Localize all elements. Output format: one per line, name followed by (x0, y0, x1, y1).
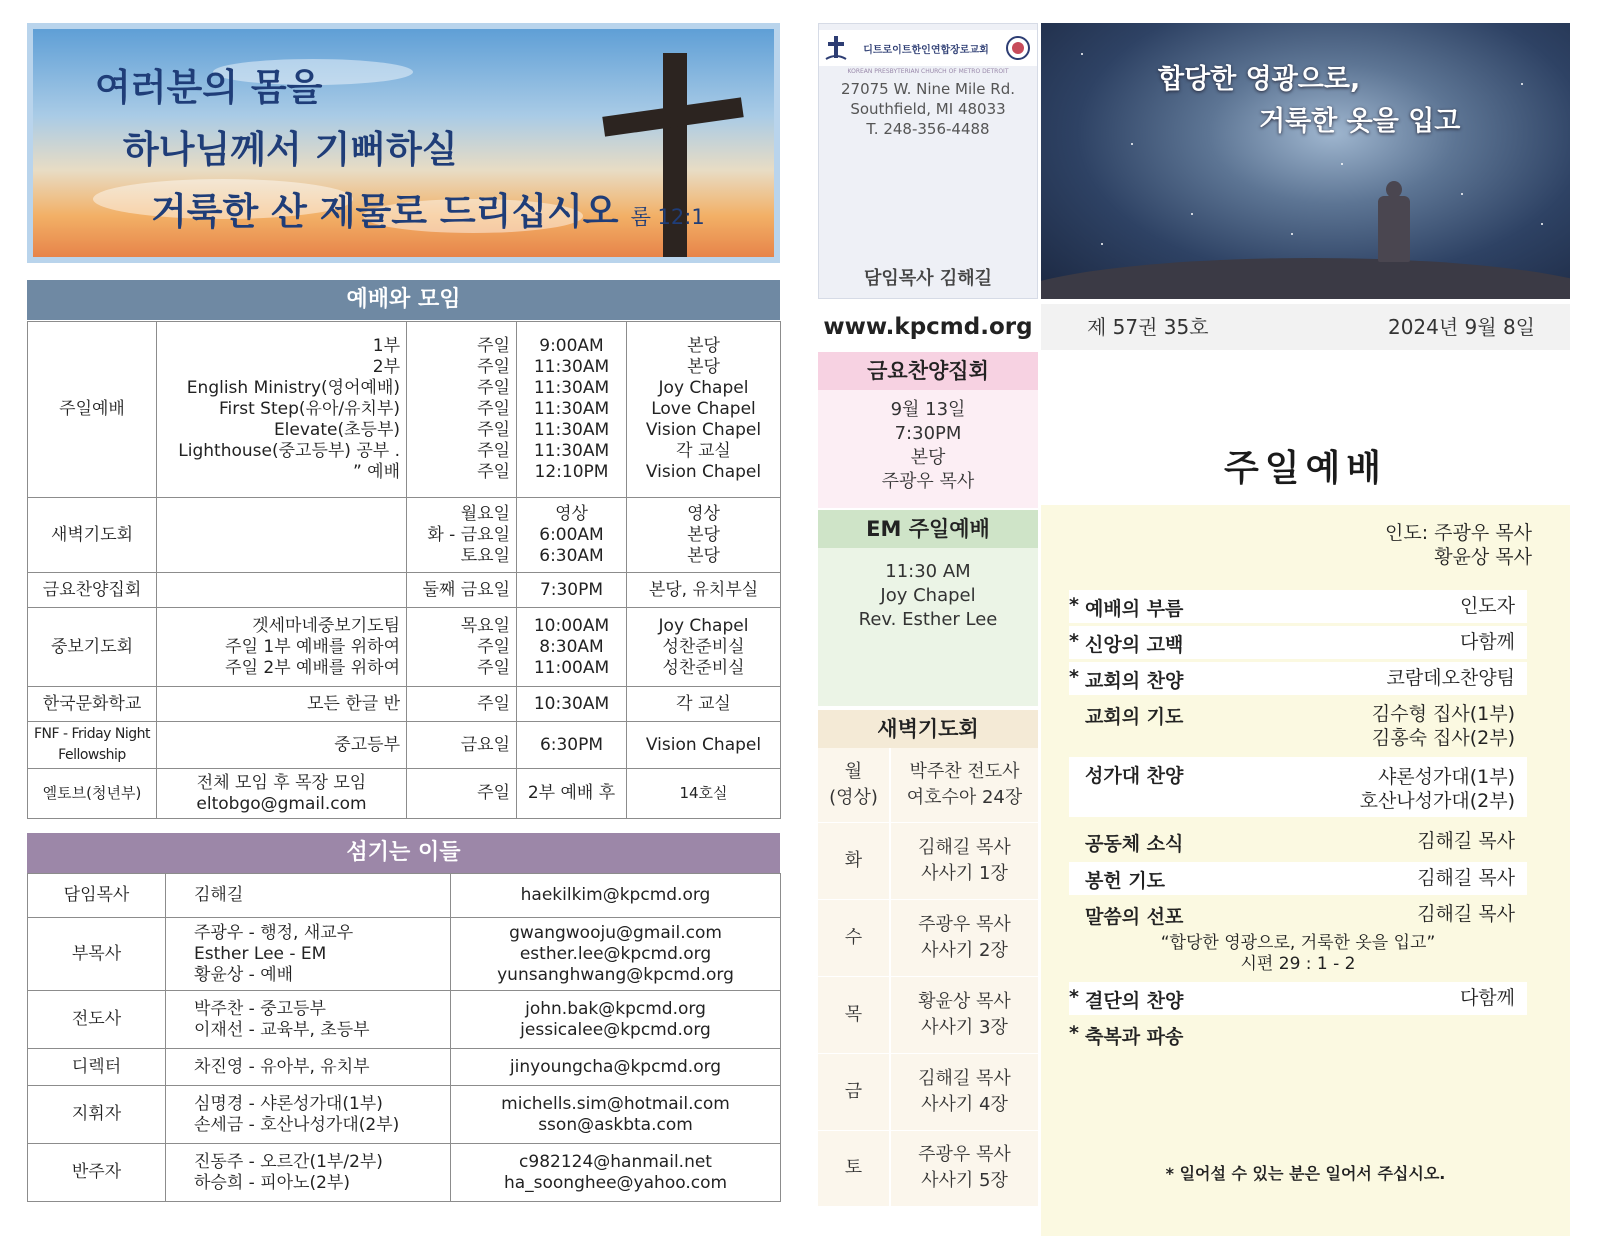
friday-title: 금요찬양집회 (818, 352, 1038, 390)
staff-name: 심명경 - 샤론성가대(1부) (194, 1093, 383, 1114)
staff-role: 디렉터 (28, 1049, 166, 1086)
leader-line-1: 인도: 주광우 목사 (1385, 522, 1532, 544)
cell-line: 주일 (477, 378, 510, 398)
stand-mark: * (1069, 1022, 1079, 1044)
time-cell (517, 322, 627, 498)
day-cell: 둘째 금요일 (407, 573, 517, 608)
staff-name: 이재선 - 교육부, 초등부 (194, 1019, 370, 1040)
day-cell: 주일 (407, 769, 517, 819)
table-row (818, 899, 1038, 976)
star (1521, 83, 1523, 85)
issue-volume: 제 57권 35호 (1087, 315, 1209, 339)
table-row (28, 874, 781, 918)
name-cell (157, 573, 407, 608)
staff-name: 김해길 (194, 885, 244, 905)
item-value (1372, 702, 1515, 750)
dawn-value (890, 976, 1038, 1053)
staff-emails (451, 874, 781, 918)
banner-ref: 롬 12:1 (630, 205, 705, 229)
stand-mark: * (1069, 986, 1079, 1008)
item-name: 봉헌 기도 (1085, 870, 1166, 892)
item-name: 교회의 찬양 (1085, 670, 1184, 692)
staff-table (27, 873, 781, 1202)
dawn-day: 화 (818, 822, 890, 899)
item-value-line: 김수형 집사(1부) (1371, 703, 1515, 725)
staff-name: Esther Lee - EM (194, 943, 327, 964)
service-title: 주일예배 (1223, 448, 1388, 489)
table-row (818, 976, 1038, 1053)
church-phone: T. 248-356-4488 (866, 120, 990, 138)
stand-mark: * (1069, 630, 1079, 652)
table-row (818, 1130, 1038, 1206)
item-value: 김해길 목사 (1417, 867, 1515, 889)
em-time: 11:30 AM (885, 561, 971, 582)
staff-names (166, 1086, 451, 1144)
cell-line: Joy Chapel (658, 378, 749, 398)
dawn-leader: 황윤상 목사 (918, 990, 1011, 1012)
cell-line: Joy Chapel (658, 615, 749, 636)
cell-line: 영상 (687, 503, 720, 524)
em-place: Joy Chapel (880, 585, 976, 606)
scripture-banner (27, 23, 780, 263)
cell-line: Vision Chapel (645, 462, 762, 482)
cell-line: 1부 (372, 336, 400, 356)
cell-line: 본당 (687, 545, 720, 566)
item-name: 결단의 찬양 (1085, 990, 1184, 1012)
church-info (818, 23, 1038, 299)
cell-line: 11:30AM (533, 441, 610, 461)
star (1461, 193, 1463, 195)
table-row (28, 918, 781, 991)
service-item (1069, 757, 1527, 817)
cell-line: 월요일 (460, 503, 510, 524)
star (1191, 213, 1193, 215)
cell-line: 12:10PM (534, 462, 609, 482)
place-cell: 14호실 (627, 769, 781, 819)
dawn-passage: 사사기 5장 (921, 1170, 1008, 1191)
em-worship-box (818, 510, 1038, 706)
dawn-value (890, 899, 1038, 976)
place-cell (627, 322, 781, 498)
time-cell (517, 498, 627, 573)
cell-line: 11:30AM (533, 420, 610, 440)
church-name-en: KOREAN PRESBYTERIAN CHURCH OF METRO DETROIT (847, 68, 1009, 75)
item-value-line: 호산나성가대(2부) (1359, 790, 1515, 812)
table-row (818, 822, 1038, 899)
cell-line: 본당 (687, 357, 720, 377)
row-label: 중보기도회 (28, 608, 157, 687)
time-cell (517, 608, 627, 687)
cell-line: 토요일 (460, 545, 510, 566)
star (1081, 53, 1083, 55)
place-cell: Vision Chapel (627, 722, 781, 769)
dawn-leader: 주광우 목사 (918, 1144, 1011, 1165)
star (1291, 233, 1293, 235)
day-cell: 금요일 (407, 722, 517, 769)
standing-note: * 일어설 수 있는 분은 일어서 주십시오. (1165, 1164, 1446, 1183)
table-row (818, 748, 1038, 822)
service-item (1069, 1018, 1527, 1051)
cell-line: 주일 (477, 336, 510, 356)
row-label: 금요찬양집회 (28, 573, 157, 608)
church-logo (819, 30, 1037, 66)
item-name: 공동체 소식 (1085, 833, 1184, 855)
order-of-service (1041, 505, 1570, 1236)
staff-email: ha_soonghee@yahoo.com (503, 1172, 728, 1193)
cell-line: 9:00AM (539, 336, 604, 356)
star (1341, 163, 1343, 165)
star (1541, 223, 1543, 225)
item-value: 다함께 (1459, 631, 1515, 653)
table-row (28, 608, 781, 687)
cell-line: 10:00AM (533, 615, 610, 636)
item-name: 성가대 찬양 (1085, 765, 1184, 787)
name-cell (157, 322, 407, 498)
church-cross-icon (825, 35, 847, 61)
item-value: 인도자 (1459, 595, 1515, 617)
dawn-title: 새벽기도회 (818, 710, 1038, 748)
cell-line: 주일 2부 예배를 위하여 (225, 657, 400, 678)
dawn-passage: 사사기 2장 (921, 939, 1008, 961)
cell-line: 11:30AM (533, 378, 610, 398)
friday-place: 본당 (910, 447, 946, 468)
staff-role: 담임목사 (28, 874, 166, 918)
cell-line: 주일 (477, 420, 510, 440)
senior-pastor: 담임목사 김해길 (864, 268, 992, 289)
address-line-1: 27075 W. Nine Mile Rd. (840, 80, 1015, 98)
staff-names (166, 1144, 451, 1202)
staff-email: jinyoungcha@kpcmd.org (509, 1056, 722, 1077)
day-cell: 주일 (407, 687, 517, 722)
leader-line-2: 황윤상 목사 (1434, 546, 1532, 568)
item-value: 김해길 목사 (1417, 830, 1515, 852)
em-title: EM 주일예배 (818, 510, 1038, 548)
friday-date: 9월 13일 (890, 399, 966, 420)
place-cell: 각 교실 (627, 687, 781, 722)
dawn-value (890, 1130, 1038, 1206)
dawn-passage: 사사기 4장 (921, 1093, 1008, 1115)
service-item (1069, 698, 1527, 752)
item-name: 교회의 기도 (1085, 706, 1184, 728)
staff-role: 부목사 (28, 918, 166, 991)
item-value (1360, 765, 1515, 813)
friday-leader: 주광우 목사 (881, 471, 975, 492)
hill (1041, 258, 1570, 299)
service-item (1069, 590, 1527, 623)
stand-mark: * (1069, 594, 1079, 616)
dawn-day: 월 (영상) (818, 748, 890, 822)
service-item (1069, 825, 1527, 858)
dawn-schedule (818, 748, 1038, 1207)
staff-email: c982124@hanmail.net (519, 1151, 712, 1172)
stand-mark: * (1069, 666, 1079, 688)
dawn-leader: 박주찬 전도사 (909, 760, 1020, 782)
cell-line: 겟세마네중보기도팀 (252, 615, 400, 636)
star (1101, 243, 1103, 245)
table-row (28, 1049, 781, 1086)
item-name: 축복과 파송 (1085, 1026, 1184, 1048)
staff-name: 차진영 - 유아부, 유치부 (194, 1056, 370, 1077)
staff-name: 주광우 - 행정, 새교우 (194, 922, 354, 943)
staff-email: sson@askbta.com (538, 1114, 693, 1135)
cell-line: 성찬준비실 (662, 636, 745, 657)
table-row (28, 573, 781, 608)
cell-line: 주일 (477, 657, 510, 678)
cover-title-line-2: 거룩한 옷을 입고 (1259, 106, 1461, 137)
dawn-passage: 사사기 1장 (921, 862, 1008, 884)
item-value: 김해길 목사 (1417, 903, 1515, 925)
worship-heading: 예배와 모임 (27, 280, 780, 320)
cell-line: 6:00AM (539, 524, 604, 545)
service-leader (1385, 521, 1532, 569)
star (1131, 143, 1133, 145)
table-row (28, 1086, 781, 1144)
friday-details (818, 390, 1038, 508)
staff-emails (451, 1086, 781, 1144)
banner-line-1: 여러분의 몸을 (95, 66, 323, 109)
item-value: 다함께 (1459, 987, 1515, 1009)
em-details (818, 548, 1038, 706)
eltov-email: eltobgo@gmail.com (196, 793, 367, 814)
friday-time: 7:30PM (894, 423, 962, 444)
time-cell: 7:30PM (517, 573, 627, 608)
staff-email: john.bak@kpcmd.org (525, 998, 706, 1019)
staff-name: 손세금 - 호산나성가대(2부) (194, 1114, 400, 1135)
name-cell (157, 769, 407, 819)
table-row (28, 687, 781, 722)
cell-line: Vision Chapel (645, 420, 762, 440)
staff-names (166, 874, 451, 918)
cell-line: Elevate(초등부) (273, 420, 400, 440)
cell-line: 11:30AM (533, 399, 610, 419)
table-row (28, 991, 781, 1049)
staff-role: 반주자 (28, 1144, 166, 1202)
dawn-leader: 김해길 목사 (918, 836, 1011, 858)
time-cell: 6:30PM (517, 722, 627, 769)
item-name: 말씀의 선포 (1085, 906, 1184, 928)
staff-emails (451, 1144, 781, 1202)
em-leader: Rev. Esther Lee (858, 609, 998, 630)
staff-names (166, 991, 451, 1049)
dawn-passage: 여호수아 24장 (906, 786, 1023, 808)
staff-name: 황윤상 - 예배 (194, 964, 294, 985)
cell-line: First Step(유아/유치부) (219, 399, 400, 419)
issue-bar (1041, 304, 1570, 350)
table-row (28, 1144, 781, 1202)
row-label: 한국문화학교 (28, 687, 157, 722)
cell-line: 본당 (687, 524, 720, 545)
church-seal-icon (1005, 35, 1031, 61)
staff-names (166, 1049, 451, 1086)
staff-name: 박주찬 - 중고등부 (194, 998, 326, 1019)
worship-table (27, 321, 781, 819)
cell-line: 본당 (687, 336, 720, 356)
table-row (28, 769, 781, 819)
staff-name: 하승희 - 피아노(2부) (194, 1172, 350, 1193)
row-label: 엘토브(청년부) (28, 769, 157, 819)
name-cell (157, 498, 407, 573)
banner-line-3-text: 거룩한 산 제물로 드리십시오 (151, 190, 619, 233)
cover-image (1041, 23, 1570, 299)
cell-line: 주일 (477, 636, 510, 657)
time-cell: 10:30AM (517, 687, 627, 722)
staff-email: michells.sim@hotmail.com (501, 1093, 730, 1114)
place-cell (627, 498, 781, 573)
church-name: 디트로이트한인연합장로교회 (863, 44, 989, 56)
cell-line: 8:30AM (539, 636, 604, 657)
issue-date: 2024년 9월 8일 (1387, 315, 1535, 339)
name-cell: 모든 한글 반 (157, 687, 407, 722)
cell-line: 11:30AM (533, 357, 610, 377)
dawn-value (890, 822, 1038, 899)
cell-line: 주일 (477, 357, 510, 377)
service-item (1069, 626, 1527, 659)
time-cell: 2부 예배 후 (517, 769, 627, 819)
table-row (28, 498, 781, 573)
dawn-value (890, 1053, 1038, 1130)
item-value-line: 김홍숙 집사(2부) (1371, 727, 1515, 749)
cell-line: 주일 1부 예배를 위하여 (225, 636, 400, 657)
dawn-day: 금 (818, 1053, 890, 1130)
cell-line: English Ministry(영어예배) (186, 378, 400, 398)
item-value-line: 샤론성가대(1부) (1377, 766, 1515, 788)
row-label: 주일예배 (28, 322, 157, 498)
row-label: 새벽기도회 (28, 498, 157, 573)
cell-line: 주일 (477, 441, 510, 461)
cell-line: 영상 (555, 503, 588, 524)
dawn-day: 토 (818, 1130, 890, 1206)
dawn-day: 수 (818, 899, 890, 976)
cell-line: 11:00AM (533, 657, 610, 678)
dawn-leader: 김해길 목사 (918, 1067, 1011, 1089)
service-item (1069, 982, 1527, 1015)
staff-role: 전도사 (28, 991, 166, 1049)
name-cell (157, 608, 407, 687)
place-cell: 본당, 유치부실 (627, 573, 781, 608)
cell-line: 전체 모임 후 목장 모임 (196, 772, 367, 793)
cell-line: Love Chapel (651, 399, 756, 419)
dawn-value (890, 748, 1038, 822)
cell-line: 2부 (372, 357, 400, 377)
service-item (1069, 662, 1527, 695)
table-row (818, 1053, 1038, 1130)
cell-line: 화 - 금요일 (427, 524, 510, 545)
staff-name: 진동주 - 오르간(1부/2부) (194, 1151, 383, 1172)
day-cell (407, 498, 517, 573)
sermon-title: “합당한 영광으로, 거룩한 옷을 입고” (1160, 933, 1436, 953)
staff-role: 지휘자 (28, 1086, 166, 1144)
place-cell (627, 608, 781, 687)
address-line-2: Southfield, MI 48033 (850, 100, 1006, 118)
dawn-passage: 사사기 3장 (921, 1016, 1008, 1038)
table-row (28, 322, 781, 498)
name-cell: 중고등부 (157, 722, 407, 769)
day-cell (407, 322, 517, 498)
item-value: 코람데오찬양팀 (1386, 667, 1515, 689)
banner-line-3 (151, 181, 705, 235)
service-item (1069, 898, 1527, 931)
staff-heading: 섬기는 이들 (27, 833, 780, 873)
church-address (819, 79, 1037, 139)
dawn-leader: 주광우 목사 (918, 913, 1011, 935)
staff-email: haekilkim@kpcmd.org (520, 885, 711, 905)
cell-line: 주일 (477, 462, 510, 482)
dawn-day: 목 (818, 976, 890, 1053)
item-name: 신앙의 고백 (1085, 634, 1184, 656)
staff-names (166, 918, 451, 991)
cell-line: 6:30AM (539, 545, 604, 566)
church-website[interactable]: www.kpcmd.org (823, 314, 1033, 340)
staff-emails (451, 1049, 781, 1086)
staff-emails (451, 918, 781, 991)
cell-line: ” 예배 (352, 462, 400, 482)
staff-email: jessicalee@kpcmd.org (520, 1019, 711, 1040)
staff-email: esther.lee@kpcmd.org (519, 943, 712, 964)
cell-line: 각 교실 (676, 441, 731, 461)
day-cell (407, 608, 517, 687)
row-label: FNF - Friday Night Fellowship (28, 722, 157, 769)
staff-email: gwangwooju@gmail.com (509, 922, 722, 943)
figure-body (1378, 196, 1410, 262)
banner-line-2: 하나님께서 기뻐하실 (123, 128, 458, 171)
item-name: 예배의 부름 (1085, 598, 1184, 620)
cell-line: 성찬준비실 (662, 657, 745, 678)
cell-line: Lighthouse(중고등부) 공부 . (178, 441, 400, 461)
cell-line: 목요일 (460, 615, 510, 636)
cell-line: 주일 (477, 399, 510, 419)
cover-title-line-1: 합당한 영광으로, (1158, 64, 1361, 95)
sermon-reference: 시편 29 : 1 - 2 (1240, 954, 1356, 974)
staff-email: yunsanghwang@kpcmd.org (497, 964, 734, 985)
service-item (1069, 862, 1527, 895)
friday-worship-box (818, 352, 1038, 508)
table-row (28, 722, 781, 769)
staff-emails (451, 991, 781, 1049)
